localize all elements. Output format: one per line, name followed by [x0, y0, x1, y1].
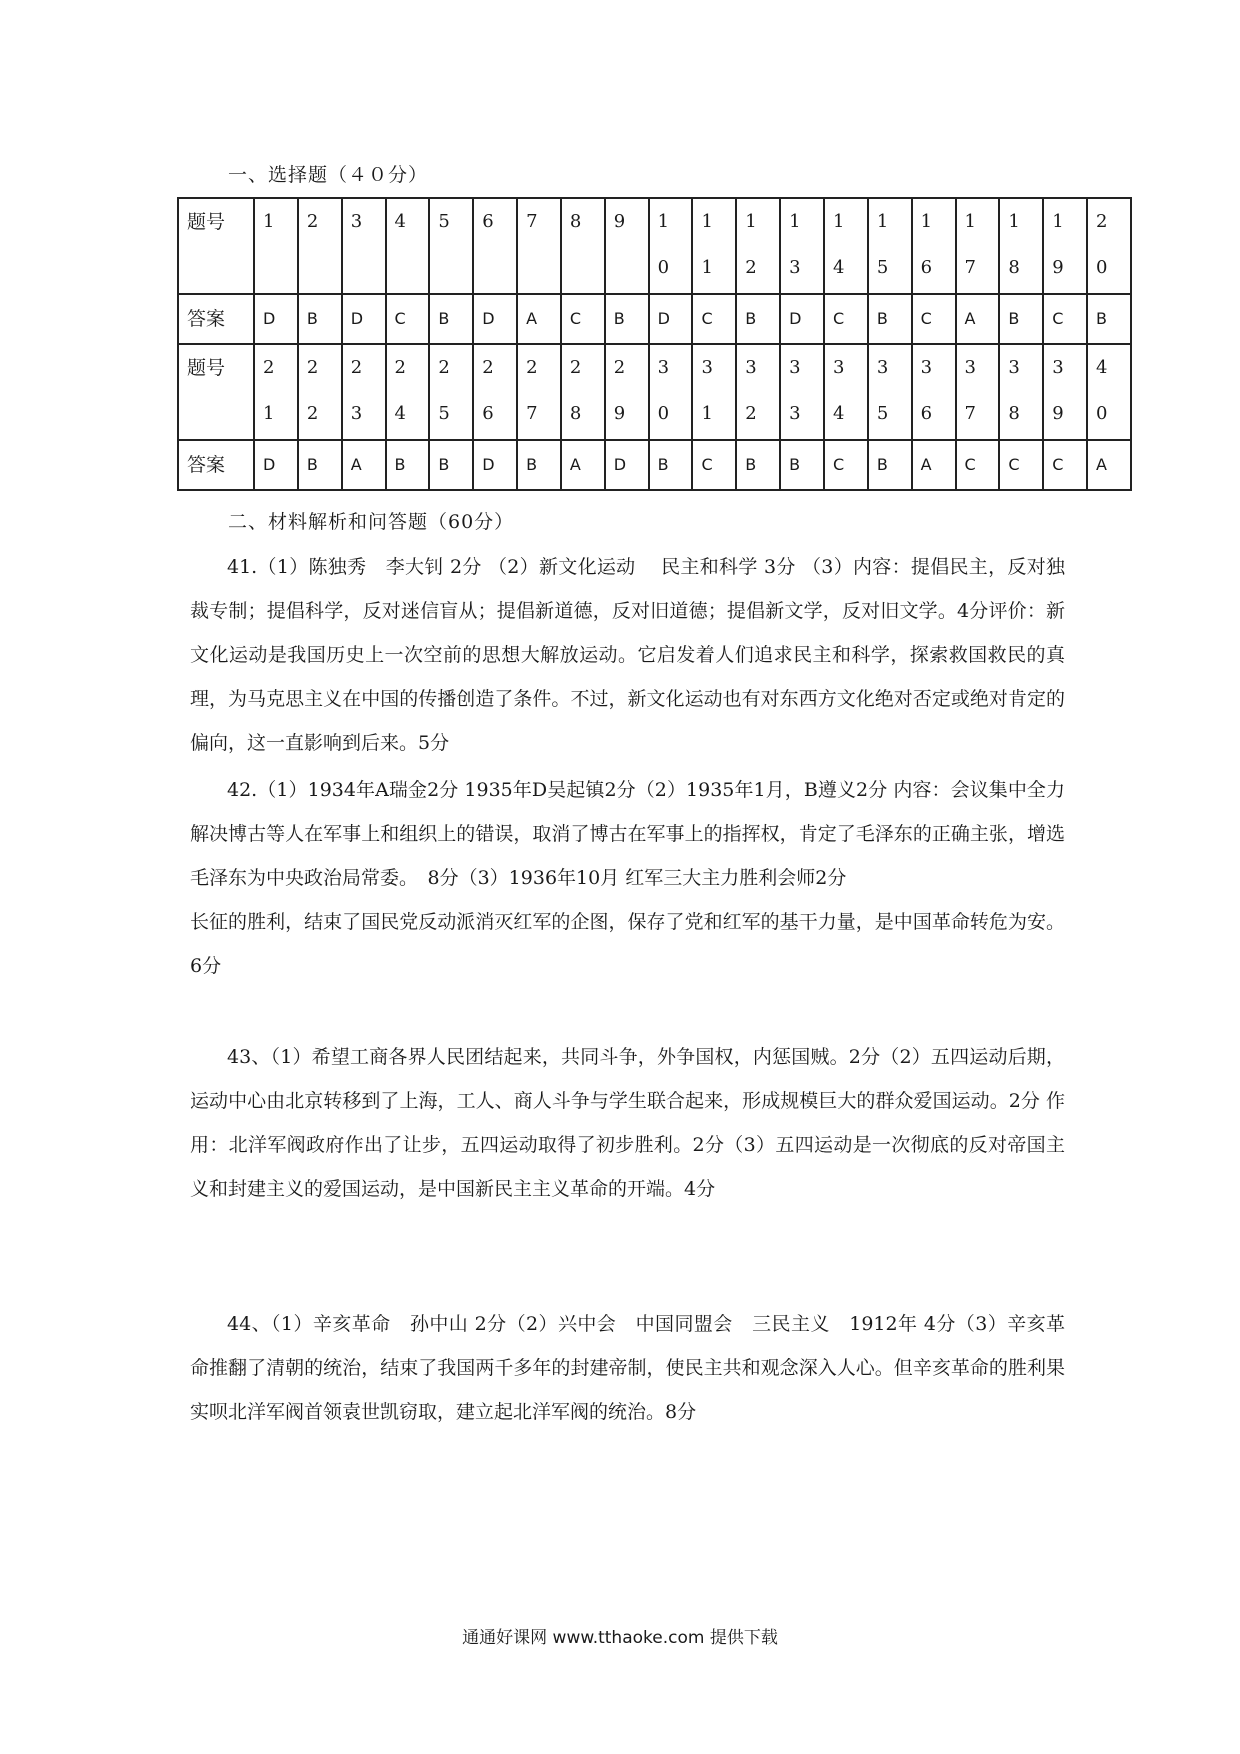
answer-43 — [190, 1035, 1065, 1211]
row-label-question-number: 题号 — [178, 198, 254, 294]
question-number-cell — [561, 198, 605, 294]
question-number-cell — [517, 344, 561, 440]
answer-cell: D — [605, 440, 649, 490]
answer-41-text: 41.（1）陈独秀 李大钊 2分 （2）新文化运动 民主和科学 3分 （3）内容：提倡民主，反对独裁专制；提倡科学，反对迷信盲从；提倡新道德，反对旧道德；提倡新文学，反对旧文学。4分评价：新文化运动是我国历史上一次空前的思想大解放运动。它启发着人们追求民主和科学，探索救国救民的真理，为马克思主义在中国的传播创造了条件。不过，新文化运动也有对东西方文化绝对否定或绝对肯定的偏向，这一直影响到后来。5分 — [190, 556, 1065, 754]
question-number-digit: 4 — [832, 257, 845, 278]
question-number-digit: 2 — [438, 357, 450, 378]
question-number-digit: 2 — [745, 403, 757, 424]
question-number-cell — [1043, 198, 1087, 294]
question-number-digit: 1 — [920, 211, 933, 232]
answer-cell: B — [429, 440, 473, 490]
answer-cell: D — [780, 294, 824, 344]
answer-cell: A — [1087, 440, 1131, 490]
answer-42-text: 42.（1）1934年A瑞金2分 1935年D吴起镇2分（2）1935年1月，B遵义2分 内容：会议集中全力解决博古等人在军事上和组织上的错误，取消了博古在军事上的指挥权，肯定了毛泽东的正确主张，增选毛泽东为中央政治局常委。 8分（3）1936年10月 红军三大主力胜利会师2分 — [190, 779, 1065, 889]
question-number-cell — [736, 198, 780, 294]
answer-44 — [190, 1302, 1065, 1434]
question-number-cell — [561, 344, 605, 440]
question-number-digit: 9 — [1052, 403, 1064, 424]
question-number-digit: 1 — [876, 211, 889, 232]
question-number-digit: 3 — [350, 211, 363, 232]
question-number-digit: 0 — [657, 257, 670, 278]
question-number-cell — [649, 344, 693, 440]
question-number-digit: 1 — [832, 211, 845, 232]
question-number-digit: 3 — [876, 357, 889, 378]
answer-cell: B — [605, 294, 649, 344]
question-number-digit: 3 — [1052, 357, 1064, 378]
question-number-cell — [517, 198, 561, 294]
question-number-cell — [956, 344, 1000, 440]
question-number-digit: 2 — [526, 357, 538, 378]
question-number-digit: 1 — [1008, 211, 1020, 232]
question-number-digit: 4 — [1096, 357, 1108, 378]
answer-cell: B — [999, 294, 1043, 344]
answer-cell: B — [736, 294, 780, 344]
answer-cell: C — [824, 440, 868, 490]
question-number-cell — [429, 344, 473, 440]
question-number-digit: 0 — [1096, 403, 1108, 424]
answer-cell: B — [386, 440, 430, 490]
row-label-answer: 答案 — [178, 440, 254, 490]
question-number-digit: 3 — [745, 357, 757, 378]
question-number-digit: 9 — [1052, 257, 1064, 278]
question-number-digit: 1 — [745, 211, 757, 232]
question-number-digit: 3 — [832, 357, 845, 378]
row-label-answer: 答案 — [178, 294, 254, 344]
question-number-digit: 8 — [1008, 257, 1020, 278]
answer-cell: D — [473, 294, 517, 344]
question-number-cell — [956, 198, 1000, 294]
answer-cell: A — [342, 440, 386, 490]
question-number-cell — [342, 344, 386, 440]
question-number-digit: 2 — [306, 403, 319, 424]
answer-cell: C — [386, 294, 430, 344]
question-number-digit: 4 — [394, 211, 406, 232]
answer-cell: B — [1087, 294, 1131, 344]
question-number-cell — [824, 198, 868, 294]
answer-row — [178, 294, 1131, 344]
question-number-cell — [1043, 344, 1087, 440]
question-number-digit: 6 — [482, 403, 494, 424]
question-number-digit: 0 — [1096, 257, 1108, 278]
question-number-digit: 5 — [438, 403, 450, 424]
question-number-digit: 1 — [701, 211, 713, 232]
question-number-cell — [254, 198, 298, 294]
question-number-cell — [824, 344, 868, 440]
question-number-cell — [605, 344, 649, 440]
question-number-digit: 2 — [350, 357, 363, 378]
answer-table — [177, 197, 1132, 491]
answer-42 — [190, 768, 1065, 988]
question-number-digit: 3 — [789, 357, 801, 378]
question-number-digit: 1 — [263, 211, 275, 232]
question-number-cell — [692, 198, 736, 294]
answer-cell: C — [692, 294, 736, 344]
answer-cell: B — [736, 440, 780, 490]
question-number-digit: 5 — [438, 211, 450, 232]
answer-cell: B — [868, 440, 912, 490]
question-number-cell — [999, 344, 1043, 440]
question-number-digit: 1 — [1052, 211, 1064, 232]
question-number-cell — [780, 344, 824, 440]
question-number-cell — [298, 198, 342, 294]
question-number-digit: 8 — [569, 403, 582, 424]
question-number-cell — [429, 198, 473, 294]
answer-cell: C — [561, 294, 605, 344]
question-number-digit: 4 — [394, 403, 406, 424]
answer-cell: B — [649, 440, 693, 490]
row-label-question-number: 题号 — [178, 344, 254, 440]
question-number-digit: 1 — [701, 257, 713, 278]
question-number-digit: 1 — [789, 211, 801, 232]
question-number-cell — [298, 344, 342, 440]
question-number-digit: 2 — [1096, 211, 1108, 232]
question-number-cell — [649, 198, 693, 294]
question-number-digit: 2 — [263, 357, 275, 378]
question-number-digit: 5 — [876, 403, 889, 424]
answer-cell: D — [649, 294, 693, 344]
answer-cell: B — [517, 440, 561, 490]
answer-cell: D — [473, 440, 517, 490]
question-number-digit: 2 — [482, 357, 494, 378]
question-number-cell — [912, 198, 956, 294]
answer-row — [178, 440, 1131, 490]
answer-cell: B — [868, 294, 912, 344]
question-number-digit: 3 — [964, 357, 976, 378]
question-number-cell — [736, 344, 780, 440]
answer-cell: B — [429, 294, 473, 344]
answer-cell: B — [298, 440, 342, 490]
answer-43-text: 43、（1）希望工商各界人民团结起来，共同斗争，外争国权，内惩国贼。2分（2）五四运动后期，运动中心由北京转移到了上海，工人、商人斗争与学生联合起来，形成规模巨大的群众爱国运动。2分 作用：北洋军阀政府作出了让步，五四运动取得了初步胜利。2分（3）五四运动是一次彻底的反对帝国主义和封建主义的爱国运动，是中国新民主主义革命的开端。4分 — [190, 1046, 1065, 1200]
answer-cell: D — [342, 294, 386, 344]
question-number-digit: 8 — [569, 211, 582, 232]
answer-cell: C — [692, 440, 736, 490]
question-number-cell — [386, 198, 430, 294]
answer-cell: C — [1043, 440, 1087, 490]
answer-cell: D — [254, 440, 298, 490]
answer-cell: C — [824, 294, 868, 344]
answer-cell: C — [1043, 294, 1087, 344]
answer-cell: C — [912, 294, 956, 344]
question-number-digit: 3 — [1008, 357, 1020, 378]
question-number-digit: 2 — [394, 357, 406, 378]
footer-source: 通通好课网 www.tthaoke.com 提供下载 — [462, 1628, 778, 1648]
question-number-digit: 3 — [920, 357, 933, 378]
question-number-digit: 1 — [964, 211, 976, 232]
question-number-digit: 2 — [306, 357, 319, 378]
section-1-title: 一、选择题（４０分） — [228, 164, 429, 186]
question-number-digit: 2 — [613, 357, 626, 378]
answer-cell: A — [517, 294, 561, 344]
question-number-digit: 1 — [701, 403, 713, 424]
question-number-cell — [386, 344, 430, 440]
question-number-digit: 2 — [569, 357, 582, 378]
question-number-digit: 3 — [789, 257, 801, 278]
question-number-digit: 3 — [350, 403, 363, 424]
question-number-cell — [1087, 198, 1131, 294]
question-number-digit: 0 — [657, 403, 670, 424]
section-2-title: 二、材料解析和问答题（60分） — [228, 511, 515, 533]
question-number-digit: 3 — [789, 403, 801, 424]
answer-44-text: 44、（1）辛亥革命 孙中山 2分（2）兴中会 中国同盟会 三民主义 1912年 4分（3）辛亥革命推翻了清朝的统治，结束了我国两千多年的封建帝制，使民主共和观念深入人心。但辛亥革命的胜利果实呗北洋军阀首领袁世凯窃取，建立起北洋军阀的统治。8分 — [190, 1313, 1065, 1423]
question-number-digit: 1 — [657, 211, 670, 232]
answer-cell: B — [780, 440, 824, 490]
question-number-cell — [912, 344, 956, 440]
answer-cell: A — [956, 294, 1000, 344]
question-number-cell — [868, 198, 912, 294]
question-number-digit: 3 — [701, 357, 713, 378]
question-number-digit: 5 — [876, 257, 889, 278]
question-number-cell — [999, 198, 1043, 294]
answer-42-continued: 长征的胜利，结束了国民党反动派消灭红军的企图，保存了党和红军的基干力量，是中国革命转危为安。6分 — [190, 911, 1065, 977]
question-number-digit: 2 — [745, 257, 757, 278]
question-number-cell — [692, 344, 736, 440]
question-number-digit: 1 — [263, 403, 275, 424]
question-number-digit: 6 — [482, 211, 494, 232]
question-number-digit: 8 — [1008, 403, 1020, 424]
answer-cell: D — [254, 294, 298, 344]
question-number-digit: 9 — [613, 211, 626, 232]
answer-cell: A — [912, 440, 956, 490]
question-number-cell — [780, 198, 824, 294]
answer-cell: C — [999, 440, 1043, 490]
question-number-digit: 9 — [613, 403, 626, 424]
question-number-row — [178, 344, 1131, 440]
answer-41 — [190, 545, 1065, 765]
answer-cell: A — [561, 440, 605, 490]
answer-cell: B — [298, 294, 342, 344]
answer-cell: C — [956, 440, 1000, 490]
question-number-cell — [868, 344, 912, 440]
question-number-digit: 7 — [526, 403, 538, 424]
question-number-cell — [254, 344, 298, 440]
question-number-digit: 3 — [657, 357, 670, 378]
question-number-digit: 4 — [832, 403, 845, 424]
question-number-cell — [1087, 344, 1131, 440]
question-number-digit: 7 — [526, 211, 538, 232]
question-number-digit: 7 — [964, 403, 976, 424]
question-number-cell — [473, 344, 517, 440]
question-number-digit: 7 — [964, 257, 976, 278]
question-number-digit: 6 — [920, 257, 933, 278]
question-number-cell — [342, 198, 386, 294]
question-number-cell — [473, 198, 517, 294]
question-number-cell — [605, 198, 649, 294]
question-number-digit: 6 — [920, 403, 933, 424]
question-number-row — [178, 198, 1131, 294]
question-number-digit: 2 — [306, 211, 319, 232]
